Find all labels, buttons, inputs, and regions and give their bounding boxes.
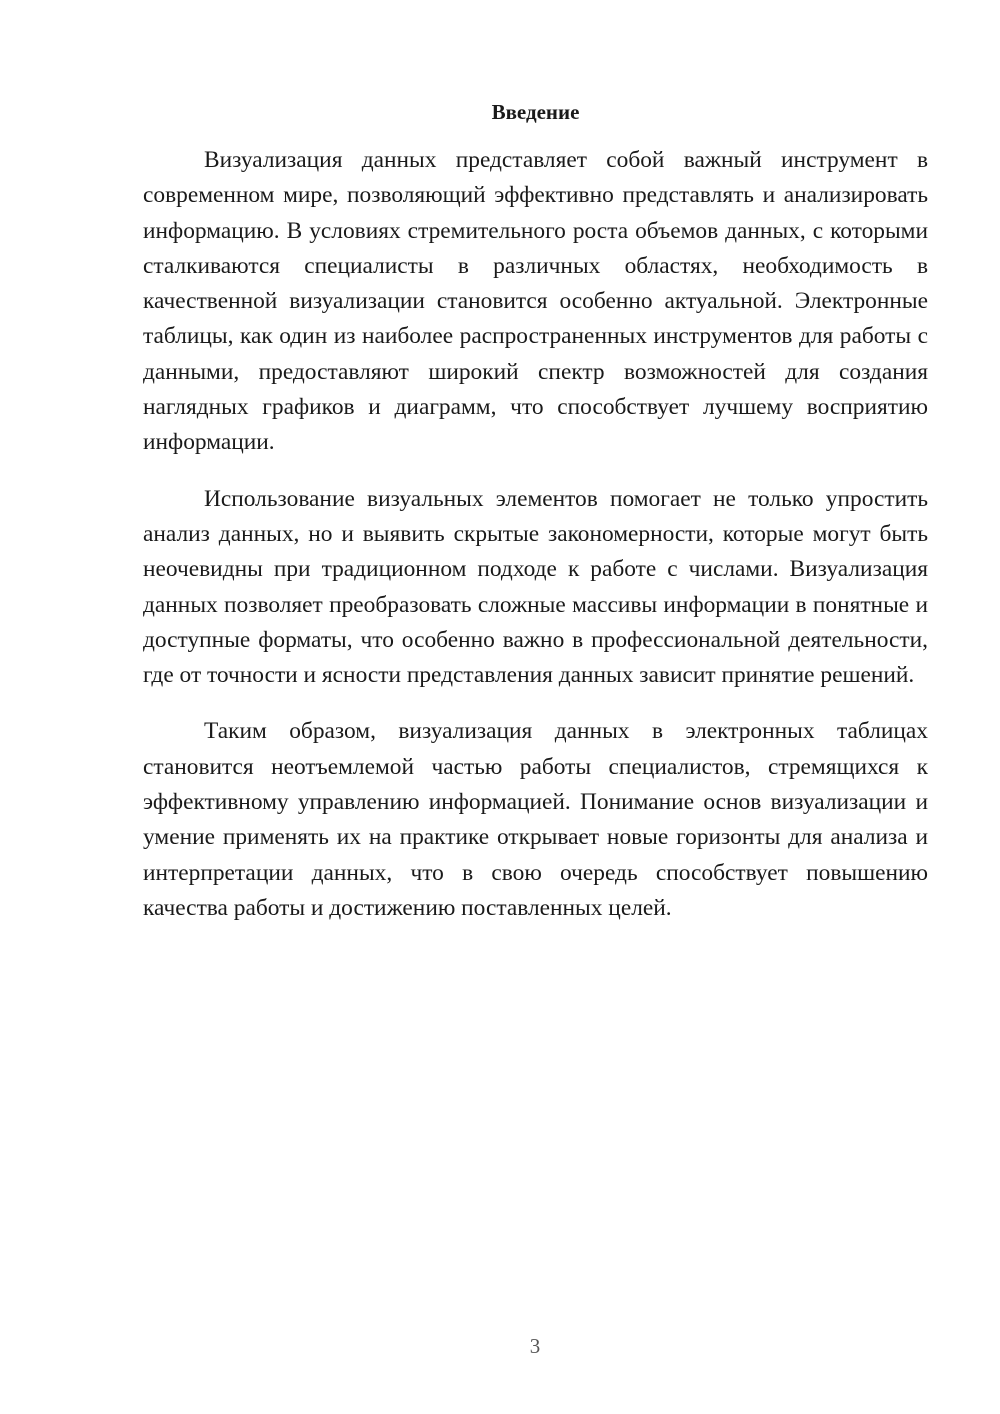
paragraph-2: Использование визуальных элементов помогает не только упростить анализ данных, но и выявить скрытые закономерности, которые могут быть неочевидны при традиционном подходе к работе с числами. Визуализация данных позволяет преобразовать сложные массивы информации в понятные и доступные форматы, что особенно важно в профессиональной деятельности, где от точности и ясности представления данных зависит принятие решений. [143, 485, 928, 689]
paragraph-1: Визуализация данных представляет собой важный инструмент в современном мире, позволяющий эффективно представлять и анализировать информацию. В условиях стремительного роста объемов данных, с которыми сталкиваются специалисты в различных областях, необходимость в качественной визуализации становится особенно актуальной. Электронные таблицы, как один из наиболее распространенных инструментов для работы с данными, предоставляют широкий спектр возможностей для создания наглядных графиков и диаграмм, что способствует лучшему восприятию информации. [143, 147, 928, 456]
page-number: 3 [529, 1334, 541, 1358]
body-text [143, 143, 928, 947]
section-heading: Введение [491, 100, 580, 124]
paragraph-3: Таким образом, визуализация данных в электронных таблицах становится неотъемлемой частью работы специалистов, стремящихся к эффективному управлению информацией. Понимание основ визуализации и умение применять их на практике открывает новые горизонты для анализа и интерпретации данных, что в свою очередь способствует повышению качества работы и достижению поставленных целей. [143, 718, 928, 921]
